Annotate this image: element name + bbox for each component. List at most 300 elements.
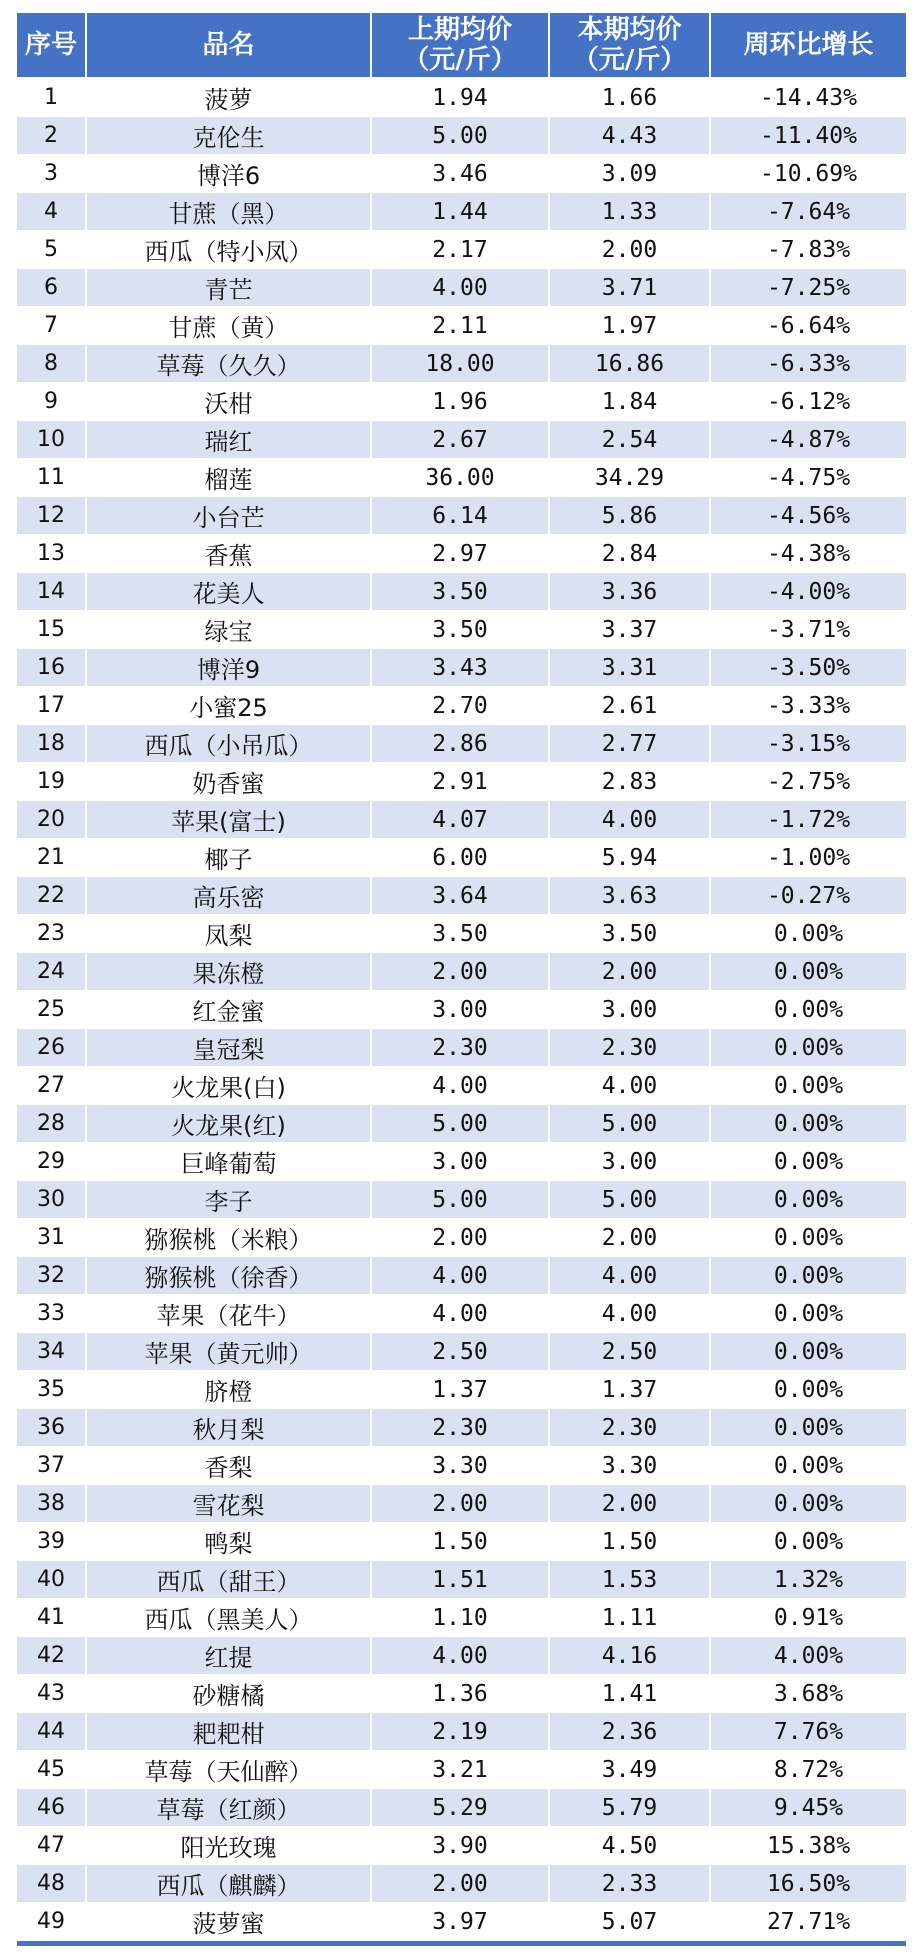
table-row (17, 1143, 906, 1181)
row-index: 34 (17, 1333, 87, 1371)
previous-price: 4.07 (372, 801, 550, 839)
row-index: 2 (17, 117, 87, 155)
week-change: -4.87% (711, 421, 906, 459)
table-header-row (17, 13, 906, 79)
row-index: 5 (17, 231, 87, 269)
product-name: 西瓜（黑美人） (87, 1599, 372, 1637)
table-row (17, 801, 906, 839)
product-name: 猕猴桃（徐香） (87, 1257, 372, 1295)
previous-price: 2.19 (372, 1713, 550, 1751)
row-index: 4 (17, 193, 87, 231)
current-price: 3.00 (550, 1143, 711, 1181)
current-price: 3.37 (550, 611, 711, 649)
previous-price: 2.11 (372, 307, 550, 345)
previous-price: 3.30 (372, 1447, 550, 1485)
week-change: -3.15% (711, 725, 906, 763)
week-change: -7.64% (711, 193, 906, 231)
table-row (17, 1713, 906, 1751)
row-index: 41 (17, 1599, 87, 1637)
previous-price: 3.50 (372, 573, 550, 611)
product-name: 博洋9 (87, 649, 372, 687)
table-row (17, 1447, 906, 1485)
header-product-name: 品名 (87, 13, 372, 79)
week-change: 0.00% (711, 1485, 906, 1523)
row-index: 29 (17, 1143, 87, 1181)
row-index: 6 (17, 269, 87, 307)
row-index: 44 (17, 1713, 87, 1751)
previous-price: 3.46 (372, 155, 550, 193)
current-price: 2.00 (550, 1219, 711, 1257)
header-index: 序号 (17, 13, 87, 79)
week-change: 0.00% (711, 1371, 906, 1409)
table-row (17, 79, 906, 117)
product-name: 高乐密 (87, 877, 372, 915)
current-price: 5.07 (550, 1903, 711, 1941)
current-price: 3.09 (550, 155, 711, 193)
product-name: 西瓜（甜王） (87, 1561, 372, 1599)
week-change: -1.00% (711, 839, 906, 877)
current-price: 34.29 (550, 459, 711, 497)
product-name: 脐橙 (87, 1371, 372, 1409)
current-price: 4.00 (550, 1257, 711, 1295)
row-index: 7 (17, 307, 87, 345)
current-price: 1.97 (550, 307, 711, 345)
row-index: 27 (17, 1067, 87, 1105)
current-price: 5.00 (550, 1181, 711, 1219)
row-index: 40 (17, 1561, 87, 1599)
row-index: 43 (17, 1675, 87, 1713)
week-change: 0.00% (711, 1333, 906, 1371)
table-row (17, 1903, 906, 1941)
week-change: 0.91% (711, 1599, 906, 1637)
table-row (17, 1181, 906, 1219)
current-price: 4.50 (550, 1827, 711, 1865)
previous-price: 3.97 (372, 1903, 550, 1941)
row-index: 11 (17, 459, 87, 497)
product-name: 巨峰葡萄 (87, 1143, 372, 1181)
previous-price: 2.30 (372, 1409, 550, 1447)
previous-price: 3.00 (372, 1143, 550, 1181)
row-index: 30 (17, 1181, 87, 1219)
current-price: 5.79 (550, 1789, 711, 1827)
week-change: 0.00% (711, 1447, 906, 1485)
table-row (17, 459, 906, 497)
table-row (17, 1827, 906, 1865)
product-name: 皇冠梨 (87, 1029, 372, 1067)
row-index: 42 (17, 1637, 87, 1675)
table-row (17, 611, 906, 649)
previous-price: 5.00 (372, 1105, 550, 1143)
product-name: 草莓（红颜） (87, 1789, 372, 1827)
row-index: 33 (17, 1295, 87, 1333)
row-index: 37 (17, 1447, 87, 1485)
table-row (17, 193, 906, 231)
product-name: 瑞红 (87, 421, 372, 459)
table-row (17, 155, 906, 193)
current-price: 4.00 (550, 1067, 711, 1105)
product-name: 火龙果(白) (87, 1067, 372, 1105)
product-name: 阳光玫瑰 (87, 1827, 372, 1865)
product-name: 小台芒 (87, 497, 372, 535)
row-index: 22 (17, 877, 87, 915)
previous-price: 2.97 (372, 535, 550, 573)
previous-price: 2.91 (372, 763, 550, 801)
table-row (17, 383, 906, 421)
current-price: 2.84 (550, 535, 711, 573)
current-price: 5.94 (550, 839, 711, 877)
row-index: 20 (17, 801, 87, 839)
current-price: 2.33 (550, 1865, 711, 1903)
product-name: 香蕉 (87, 535, 372, 573)
row-index: 18 (17, 725, 87, 763)
row-index: 1 (17, 79, 87, 117)
row-index: 49 (17, 1903, 87, 1941)
previous-price: 5.29 (372, 1789, 550, 1827)
current-price: 5.00 (550, 1105, 711, 1143)
product-name: 鸭梨 (87, 1523, 372, 1561)
product-name: 甘蔗（黄） (87, 307, 372, 345)
week-change: 16.50% (711, 1865, 906, 1903)
current-price: 2.36 (550, 1713, 711, 1751)
current-price: 3.00 (550, 991, 711, 1029)
product-name: 克伦生 (87, 117, 372, 155)
previous-price: 2.86 (372, 725, 550, 763)
table-row (17, 1675, 906, 1713)
table-row (17, 307, 906, 345)
previous-price: 1.51 (372, 1561, 550, 1599)
week-change: 0.00% (711, 1105, 906, 1143)
previous-price: 2.50 (372, 1333, 550, 1371)
row-index: 3 (17, 155, 87, 193)
price-table-container (17, 13, 906, 1946)
current-price: 3.49 (550, 1751, 711, 1789)
table-row (17, 1409, 906, 1447)
product-name: 雪花梨 (87, 1485, 372, 1523)
row-index: 9 (17, 383, 87, 421)
current-price: 2.00 (550, 1485, 711, 1523)
table-row (17, 1637, 906, 1675)
product-name: 红提 (87, 1637, 372, 1675)
table-row (17, 1751, 906, 1789)
previous-price: 4.00 (372, 269, 550, 307)
table-row (17, 687, 906, 725)
product-name: 草莓（久久） (87, 345, 372, 383)
week-change: 0.00% (711, 1143, 906, 1181)
product-name: 香梨 (87, 1447, 372, 1485)
current-price: 2.83 (550, 763, 711, 801)
previous-price: 2.67 (372, 421, 550, 459)
table-row (17, 535, 906, 573)
table-row (17, 1561, 906, 1599)
product-name: 菠萝蜜 (87, 1903, 372, 1941)
previous-price: 6.14 (372, 497, 550, 535)
table-row (17, 497, 906, 535)
table-body (17, 79, 906, 1941)
current-price: 2.54 (550, 421, 711, 459)
week-change: 0.00% (711, 1067, 906, 1105)
week-change: -7.83% (711, 231, 906, 269)
row-index: 35 (17, 1371, 87, 1409)
product-name: 秋月梨 (87, 1409, 372, 1447)
previous-price: 3.21 (372, 1751, 550, 1789)
table-row (17, 1295, 906, 1333)
table-row (17, 1029, 906, 1067)
header-previous-price: 上期均价 （元/斤） (372, 13, 550, 79)
table-row (17, 1789, 906, 1827)
product-name: 苹果（黄元帅） (87, 1333, 372, 1371)
week-change: -3.71% (711, 611, 906, 649)
current-price: 2.30 (550, 1409, 711, 1447)
week-change: 0.00% (711, 1523, 906, 1561)
current-price: 3.71 (550, 269, 711, 307)
previous-price: 3.90 (372, 1827, 550, 1865)
week-change: 0.00% (711, 953, 906, 991)
current-price: 5.86 (550, 497, 711, 535)
row-index: 21 (17, 839, 87, 877)
current-price: 4.16 (550, 1637, 711, 1675)
week-change: -7.25% (711, 269, 906, 307)
row-index: 39 (17, 1523, 87, 1561)
previous-price: 1.44 (372, 193, 550, 231)
row-index: 45 (17, 1751, 87, 1789)
row-index: 25 (17, 991, 87, 1029)
week-change: 0.00% (711, 991, 906, 1029)
product-name: 菠萝 (87, 79, 372, 117)
row-index: 17 (17, 687, 87, 725)
week-change: 0.00% (711, 1257, 906, 1295)
row-index: 12 (17, 497, 87, 535)
week-change: -6.12% (711, 383, 906, 421)
product-name: 砂糖橘 (87, 1675, 372, 1713)
current-price: 1.11 (550, 1599, 711, 1637)
current-price: 1.66 (550, 79, 711, 117)
week-change: -11.40% (711, 117, 906, 155)
previous-price: 4.00 (372, 1295, 550, 1333)
row-index: 15 (17, 611, 87, 649)
row-index: 14 (17, 573, 87, 611)
row-index: 13 (17, 535, 87, 573)
table-row (17, 1371, 906, 1409)
table-row (17, 231, 906, 269)
previous-price: 2.00 (372, 1485, 550, 1523)
table-row (17, 763, 906, 801)
product-name: 草莓（天仙醉） (87, 1751, 372, 1789)
week-change: 8.72% (711, 1751, 906, 1789)
table-row (17, 345, 906, 383)
previous-price: 1.36 (372, 1675, 550, 1713)
current-price: 4.00 (550, 1295, 711, 1333)
row-index: 48 (17, 1865, 87, 1903)
week-change: 0.00% (711, 1029, 906, 1067)
table-row (17, 1067, 906, 1105)
week-change: 3.68% (711, 1675, 906, 1713)
previous-price: 1.96 (372, 383, 550, 421)
previous-price: 3.50 (372, 611, 550, 649)
previous-price: 3.43 (372, 649, 550, 687)
product-name: 猕猴桃（米粮） (87, 1219, 372, 1257)
week-change: 9.45% (711, 1789, 906, 1827)
row-index: 36 (17, 1409, 87, 1447)
previous-price: 1.37 (372, 1371, 550, 1409)
row-index: 16 (17, 649, 87, 687)
table-row (17, 991, 906, 1029)
week-change: -4.38% (711, 535, 906, 573)
previous-price: 18.00 (372, 345, 550, 383)
week-change: -14.43% (711, 79, 906, 117)
current-price: 3.50 (550, 915, 711, 953)
week-change: -3.50% (711, 649, 906, 687)
product-name: 果冻橙 (87, 953, 372, 991)
current-price: 2.30 (550, 1029, 711, 1067)
product-name: 绿宝 (87, 611, 372, 649)
week-change: 15.38% (711, 1827, 906, 1865)
row-index: 46 (17, 1789, 87, 1827)
week-change: -1.72% (711, 801, 906, 839)
current-price: 16.86 (550, 345, 711, 383)
week-change: 7.76% (711, 1713, 906, 1751)
row-index: 8 (17, 345, 87, 383)
current-price: 1.37 (550, 1371, 711, 1409)
previous-price: 4.00 (372, 1637, 550, 1675)
product-name: 苹果(富士) (87, 801, 372, 839)
table-row (17, 573, 906, 611)
product-name: 火龙果(红) (87, 1105, 372, 1143)
previous-price: 3.50 (372, 915, 550, 953)
week-change: 1.32% (711, 1561, 906, 1599)
previous-price: 5.00 (372, 1181, 550, 1219)
previous-price: 1.10 (372, 1599, 550, 1637)
previous-price: 2.70 (372, 687, 550, 725)
week-change: -3.33% (711, 687, 906, 725)
product-name: 凤梨 (87, 915, 372, 953)
previous-price: 5.00 (372, 117, 550, 155)
table-row (17, 839, 906, 877)
table-row (17, 1865, 906, 1903)
current-price: 1.33 (550, 193, 711, 231)
previous-price: 2.00 (372, 953, 550, 991)
previous-price: 36.00 (372, 459, 550, 497)
week-change: 0.00% (711, 1219, 906, 1257)
week-change: -6.33% (711, 345, 906, 383)
table-row (17, 117, 906, 155)
current-price: 1.84 (550, 383, 711, 421)
previous-price: 4.00 (372, 1067, 550, 1105)
product-name: 榴莲 (87, 459, 372, 497)
current-price: 3.30 (550, 1447, 711, 1485)
row-index: 28 (17, 1105, 87, 1143)
header-week-change: 周环比增长 (711, 13, 906, 79)
current-price: 1.53 (550, 1561, 711, 1599)
current-price: 1.50 (550, 1523, 711, 1561)
product-name: 花美人 (87, 573, 372, 611)
week-change: 0.00% (711, 915, 906, 953)
product-name: 西瓜（小吊瓜） (87, 725, 372, 763)
previous-price: 2.00 (372, 1219, 550, 1257)
previous-price: 1.50 (372, 1523, 550, 1561)
current-price: 4.43 (550, 117, 711, 155)
price-table (17, 13, 906, 1941)
row-index: 24 (17, 953, 87, 991)
row-index: 47 (17, 1827, 87, 1865)
week-change: -6.64% (711, 307, 906, 345)
row-index: 38 (17, 1485, 87, 1523)
week-change: 0.00% (711, 1295, 906, 1333)
row-index: 31 (17, 1219, 87, 1257)
product-name: 李子 (87, 1181, 372, 1219)
table-row (17, 1105, 906, 1143)
week-change: 27.71% (711, 1903, 906, 1941)
table-row (17, 915, 906, 953)
previous-price: 2.00 (372, 1865, 550, 1903)
current-price: 2.00 (550, 231, 711, 269)
week-change: -4.56% (711, 497, 906, 535)
product-name: 甘蔗（黑） (87, 193, 372, 231)
table-row (17, 649, 906, 687)
row-index: 19 (17, 763, 87, 801)
previous-price: 3.64 (372, 877, 550, 915)
product-name: 红金蜜 (87, 991, 372, 1029)
table-row (17, 1485, 906, 1523)
previous-price: 2.30 (372, 1029, 550, 1067)
current-price: 2.77 (550, 725, 711, 763)
table-row (17, 1257, 906, 1295)
product-name: 西瓜（麒麟） (87, 1865, 372, 1903)
table-row (17, 1333, 906, 1371)
week-change: -10.69% (711, 155, 906, 193)
previous-price: 2.17 (372, 231, 550, 269)
week-change: 0.00% (711, 1409, 906, 1447)
product-name: 青芒 (87, 269, 372, 307)
product-name: 椰子 (87, 839, 372, 877)
current-price: 2.50 (550, 1333, 711, 1371)
table-row (17, 1523, 906, 1561)
current-price: 1.41 (550, 1675, 711, 1713)
table-row (17, 269, 906, 307)
product-name: 小蜜25 (87, 687, 372, 725)
current-price: 4.00 (550, 801, 711, 839)
week-change: 0.00% (711, 1181, 906, 1219)
table-row (17, 1219, 906, 1257)
header-current-price: 本期均价 （元/斤） (550, 13, 711, 79)
current-price: 2.61 (550, 687, 711, 725)
table-row (17, 877, 906, 915)
current-price: 3.36 (550, 573, 711, 611)
product-name: 沃柑 (87, 383, 372, 421)
product-name: 博洋6 (87, 155, 372, 193)
previous-price: 3.00 (372, 991, 550, 1029)
week-change: -4.00% (711, 573, 906, 611)
row-index: 32 (17, 1257, 87, 1295)
product-name: 耙耙柑 (87, 1713, 372, 1751)
product-name: 苹果（花牛） (87, 1295, 372, 1333)
product-name: 奶香蜜 (87, 763, 372, 801)
week-change: -0.27% (711, 877, 906, 915)
current-price: 3.31 (550, 649, 711, 687)
previous-price: 6.00 (372, 839, 550, 877)
product-name: 西瓜（特小凤） (87, 231, 372, 269)
table-bottom-rule (17, 1941, 906, 1946)
table-row (17, 953, 906, 991)
table-row (17, 725, 906, 763)
row-index: 23 (17, 915, 87, 953)
table-row (17, 421, 906, 459)
current-price: 3.63 (550, 877, 711, 915)
row-index: 26 (17, 1029, 87, 1067)
previous-price: 1.94 (372, 79, 550, 117)
week-change: -2.75% (711, 763, 906, 801)
previous-price: 4.00 (372, 1257, 550, 1295)
row-index: 10 (17, 421, 87, 459)
